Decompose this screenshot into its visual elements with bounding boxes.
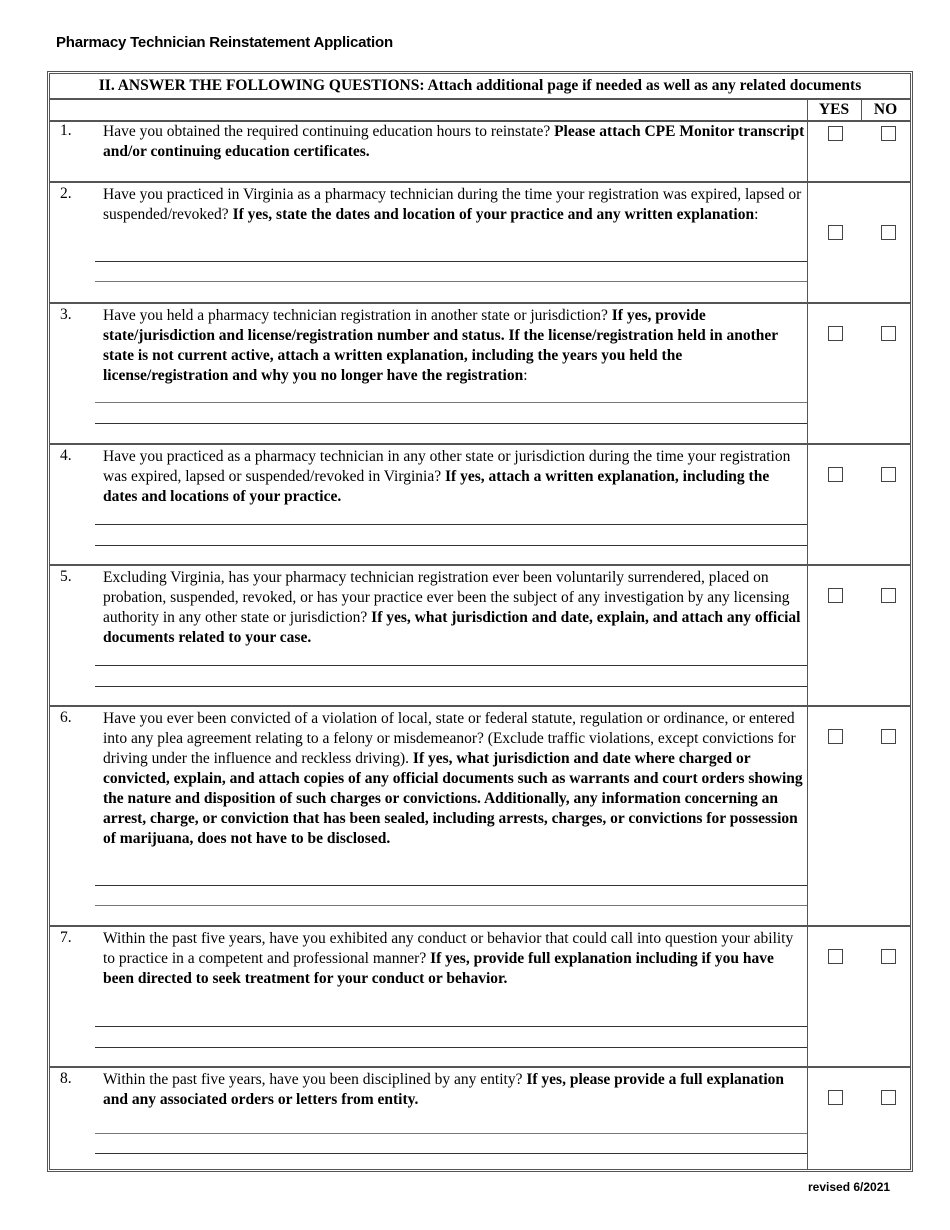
yes-checkbox[interactable] [828, 225, 843, 240]
question-text: Have you ever been convicted of a violation of local, state or federal statute, regulation or ordinance, or entered into any plea agreement relating to a felony or misdemeanor? (Exclude traffic violations, except convictions for driving under the influence and reckless driving). If yes, what jurisdiction and date where charged or convicted, explain, and attach copies of any official documents such as warrants and court orders showing the nature and disposition of such charges or convictions. Additionally, any information concerning an arrest, charge, or conviction that has been sealed, including arrests, charges, or convictions for possession of marijuana, does not have to be disclosed. [103, 710, 803, 847]
no-checkbox[interactable] [881, 1090, 896, 1105]
question-row-3 [50, 304, 910, 445]
yes-no-divider [861, 100, 862, 120]
question-row-4 [50, 445, 910, 566]
yes-checkbox[interactable] [828, 729, 843, 744]
no-checkbox[interactable] [881, 949, 896, 964]
question-text: Have you practiced in Virginia as a pharmacy technician during the time your registration was expired, lapsed or suspended/revoked? If yes, state the dates and location of your practice and any written explanation: [103, 186, 802, 223]
question-number: 8. [60, 1070, 72, 1087]
answer-line[interactable] [95, 686, 807, 687]
question-text: Have you practiced as a pharmacy technician in any other state or jurisdiction during the time your registration was expired, lapsed or suspended/revoked in Virginia? If yes, attach a written explanation, including the dates and locations of your practice. [103, 448, 791, 505]
question-text: Excluding Virginia, has your pharmacy technician registration ever been voluntarily surrendered, placed on probation, suspended, revoked, or has your practice ever been the subject of any investigation by any licensing authority in any other state or jurisdiction? If yes, what jurisdiction and date, explain, and attach any official documents related to your case. [103, 569, 801, 646]
yes-checkbox[interactable] [828, 1090, 843, 1105]
question-row-6 [50, 707, 910, 927]
yes-checkbox[interactable] [828, 326, 843, 341]
no-checkbox[interactable] [881, 326, 896, 341]
question-number: 3. [60, 306, 72, 323]
question-number: 4. [60, 447, 72, 464]
answer-line[interactable] [95, 1026, 807, 1027]
yes-column-header: YES [818, 101, 850, 118]
no-checkbox[interactable] [881, 467, 896, 482]
answer-line[interactable] [95, 545, 807, 546]
answer-line[interactable] [95, 423, 807, 424]
question-number: 7. [60, 929, 72, 946]
yes-checkbox[interactable] [828, 949, 843, 964]
document-title: Pharmacy Technician Reinstatement Application [56, 34, 393, 51]
yes-checkbox[interactable] [828, 126, 843, 141]
answer-line[interactable] [95, 524, 807, 525]
question-text: Have you obtained the required continuing education hours to reinstate? Please attach CPE Monitor transcript and/or continuing education certificates. [103, 123, 805, 160]
question-row-7 [50, 927, 910, 1068]
question-number: 6. [60, 709, 72, 726]
answer-line[interactable] [95, 1133, 807, 1134]
no-checkbox[interactable] [881, 225, 896, 240]
question-row-5 [50, 566, 910, 707]
answer-line[interactable] [95, 1153, 807, 1154]
question-row-2 [50, 183, 910, 304]
question-row-8 [50, 1068, 910, 1169]
no-checkbox[interactable] [881, 729, 896, 744]
answer-line[interactable] [95, 261, 807, 262]
question-row-1 [50, 120, 910, 183]
no-column-header: NO [873, 101, 898, 118]
question-number: 1. [60, 122, 72, 139]
question-text: Have you held a pharmacy technician registration in another state or jurisdiction? If yes, provide state/jurisdiction and license/registration number and status. If the license/registration held in another state is not current active, attach a written explanation, including the years you held the license/registration and why you no longer have the registration: [103, 307, 778, 384]
no-checkbox[interactable] [881, 588, 896, 603]
question-text: Within the past five years, have you exhibited any conduct or behavior that could call into question your ability to practice in a competent and professional manner? If yes, provide full explanation including if you have been directed to seek treatment for your conduct or behavior. [103, 930, 794, 987]
yes-checkbox[interactable] [828, 588, 843, 603]
answer-line[interactable] [95, 885, 807, 886]
question-number: 5. [60, 568, 72, 585]
question-number: 2. [60, 185, 72, 202]
answer-line[interactable] [95, 1047, 807, 1048]
questions-form [47, 71, 913, 1172]
section-header: II. ANSWER THE FOLLOWING QUESTIONS: Attach additional page if needed as well as any related documents [50, 74, 910, 100]
answer-line[interactable] [95, 665, 807, 666]
no-checkbox[interactable] [881, 126, 896, 141]
answer-line[interactable] [95, 402, 807, 403]
answer-line[interactable] [95, 905, 807, 906]
question-text: Within the past five years, have you been disciplined by any entity? If yes, please provide a full explanation and any associated orders or letters from entity. [103, 1071, 784, 1108]
revision-note: revised 6/2021 [808, 1180, 891, 1194]
yes-checkbox[interactable] [828, 467, 843, 482]
answer-line[interactable] [95, 281, 807, 282]
